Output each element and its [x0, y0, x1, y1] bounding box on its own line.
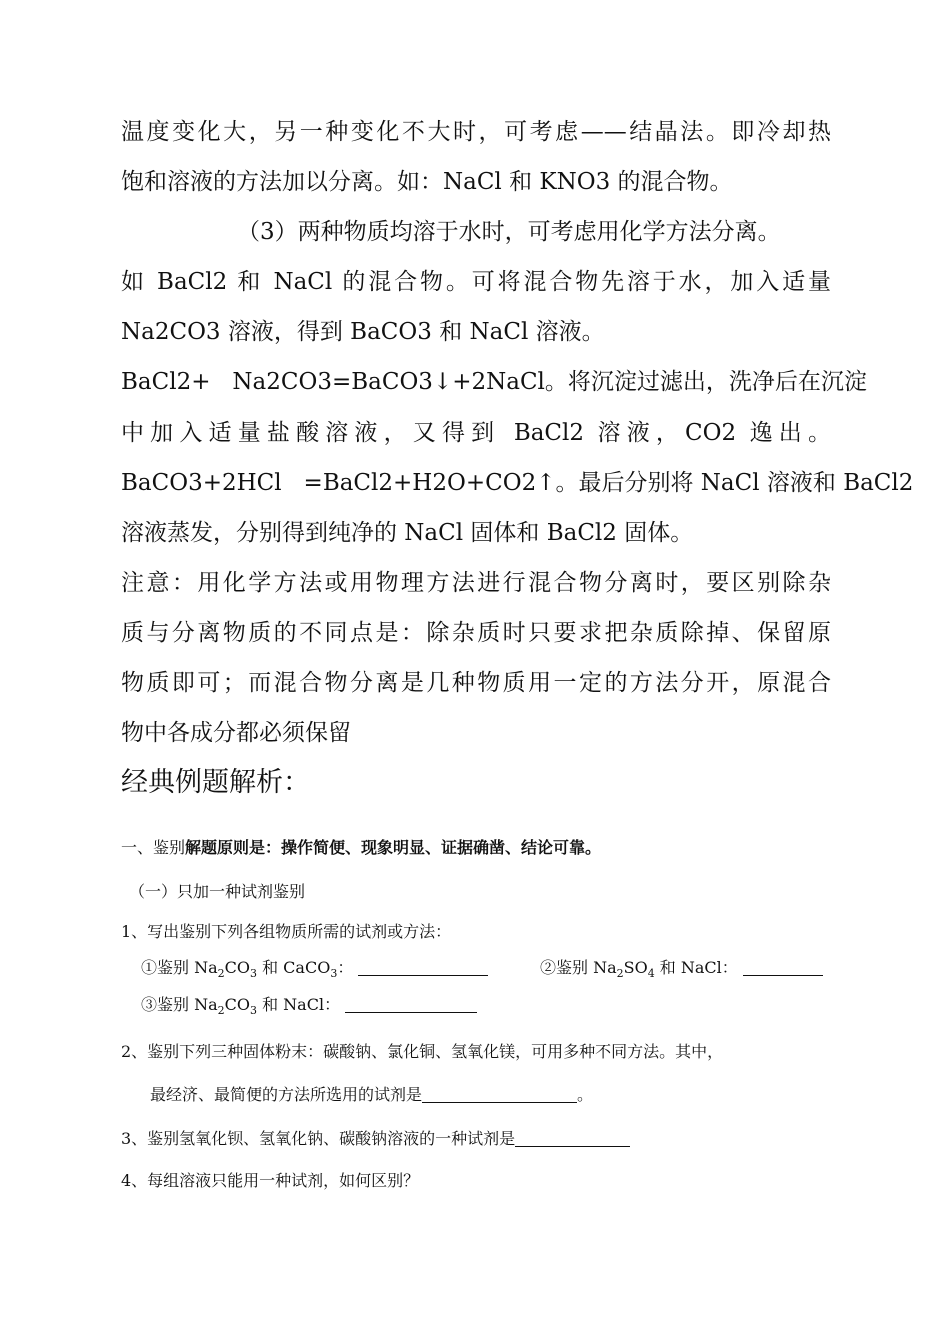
paragraph-line-10: 注意：用化学方法或用物理方法进行混合物分离时，要区别除杂: [121, 570, 831, 596]
paragraph-line-1: 温度变化大，另一种变化不大时，可考虑——结晶法。即冷却热: [121, 119, 831, 145]
principle-line: [121, 837, 601, 859]
answer-blank-1a[interactable]: [358, 957, 488, 976]
question-2-line-2: 最经济、最简便的方法所选用的试剂是 。: [150, 1085, 594, 1104]
subheading: （一）只加一种试剂鉴别: [129, 882, 306, 901]
question-2-line-1: 2、鉴别下列三种固体粉末：碳酸钠、氯化铜、氢氧化镁，可用多种不同方法。其中，: [121, 1042, 724, 1061]
paragraph-line-3: （3）两种物质均溶于水时，可考虑用化学方法分离。: [237, 219, 781, 245]
question-1b: ②鉴别 $Na_2SO_4$ 和 NaCl：: [540, 957, 823, 979]
paragraph-line-4: 如 BaCl2 和 NaCl 的混合物。可将混合物先溶于水，加入适量: [121, 269, 831, 295]
question-3: 3、鉴别氢氧化钡、氢氧化钠、碳酸钠溶液的一种试剂是: [121, 1128, 630, 1150]
paragraph-line-9: 溶液蒸发，分别得到纯净的 NaCl 固体和 BaCl2 固体。: [121, 520, 694, 546]
answer-blank-1b[interactable]: [743, 957, 823, 976]
paragraph-line-5: Na2CO3 溶液，得到 BaCO3 和 NaCl 溶液。: [121, 319, 605, 345]
paragraph-line-13: 物中各成分都必须保留: [121, 720, 351, 746]
question-1c: ③鉴别 $Na_2CO_3$ 和 NaCl：: [141, 994, 477, 1016]
paragraph-line-11: 质与分离物质的不同点是：除杂质时只要求把杂质除掉、保留原: [121, 620, 831, 646]
principle-prefix: 一、鉴别: [121, 838, 186, 857]
paragraph-line-6: BaCl2+ Na2CO3=BaCO3↓+2NaCl。将沉淀过滤出，洗净后在沉淀: [121, 369, 867, 395]
answer-blank-3[interactable]: [515, 1128, 630, 1147]
paragraph-line-7: 中加入适量盐酸溶液，又得到 BaCl2 溶液，CO2 逸出。: [121, 420, 831, 446]
paragraph-line-12: 物质即可；而混合物分离是几种物质用一定的方法分开，原混合: [121, 670, 831, 696]
principle-bold: 解题原则是：操作简便、现象明显、证据确凿、结论可靠。: [185, 838, 602, 857]
paragraph-line-2: 饱和溶液的方法加以分离。如：NaCl 和 KNO3 的混合物。: [121, 169, 733, 195]
question-1a: ①鉴别 $Na_2CO_3$ 和 CaCO$_3$：: [141, 957, 488, 979]
answer-blank-2[interactable]: [422, 1084, 577, 1103]
paragraph-line-8: BaCO3+2HCl =BaCl2+H2O+CO2↑。最后分别将 NaCl 溶液和 BaCl2: [121, 470, 914, 496]
question-1: 1、写出鉴别下列各组物质所需的试剂或方法：: [121, 922, 452, 941]
section-heading: 经典例题解析：: [121, 767, 310, 798]
answer-blank-1c[interactable]: [345, 994, 477, 1013]
question-4: 4、每组溶液只能用一种试剂，如何区别？: [121, 1171, 420, 1190]
